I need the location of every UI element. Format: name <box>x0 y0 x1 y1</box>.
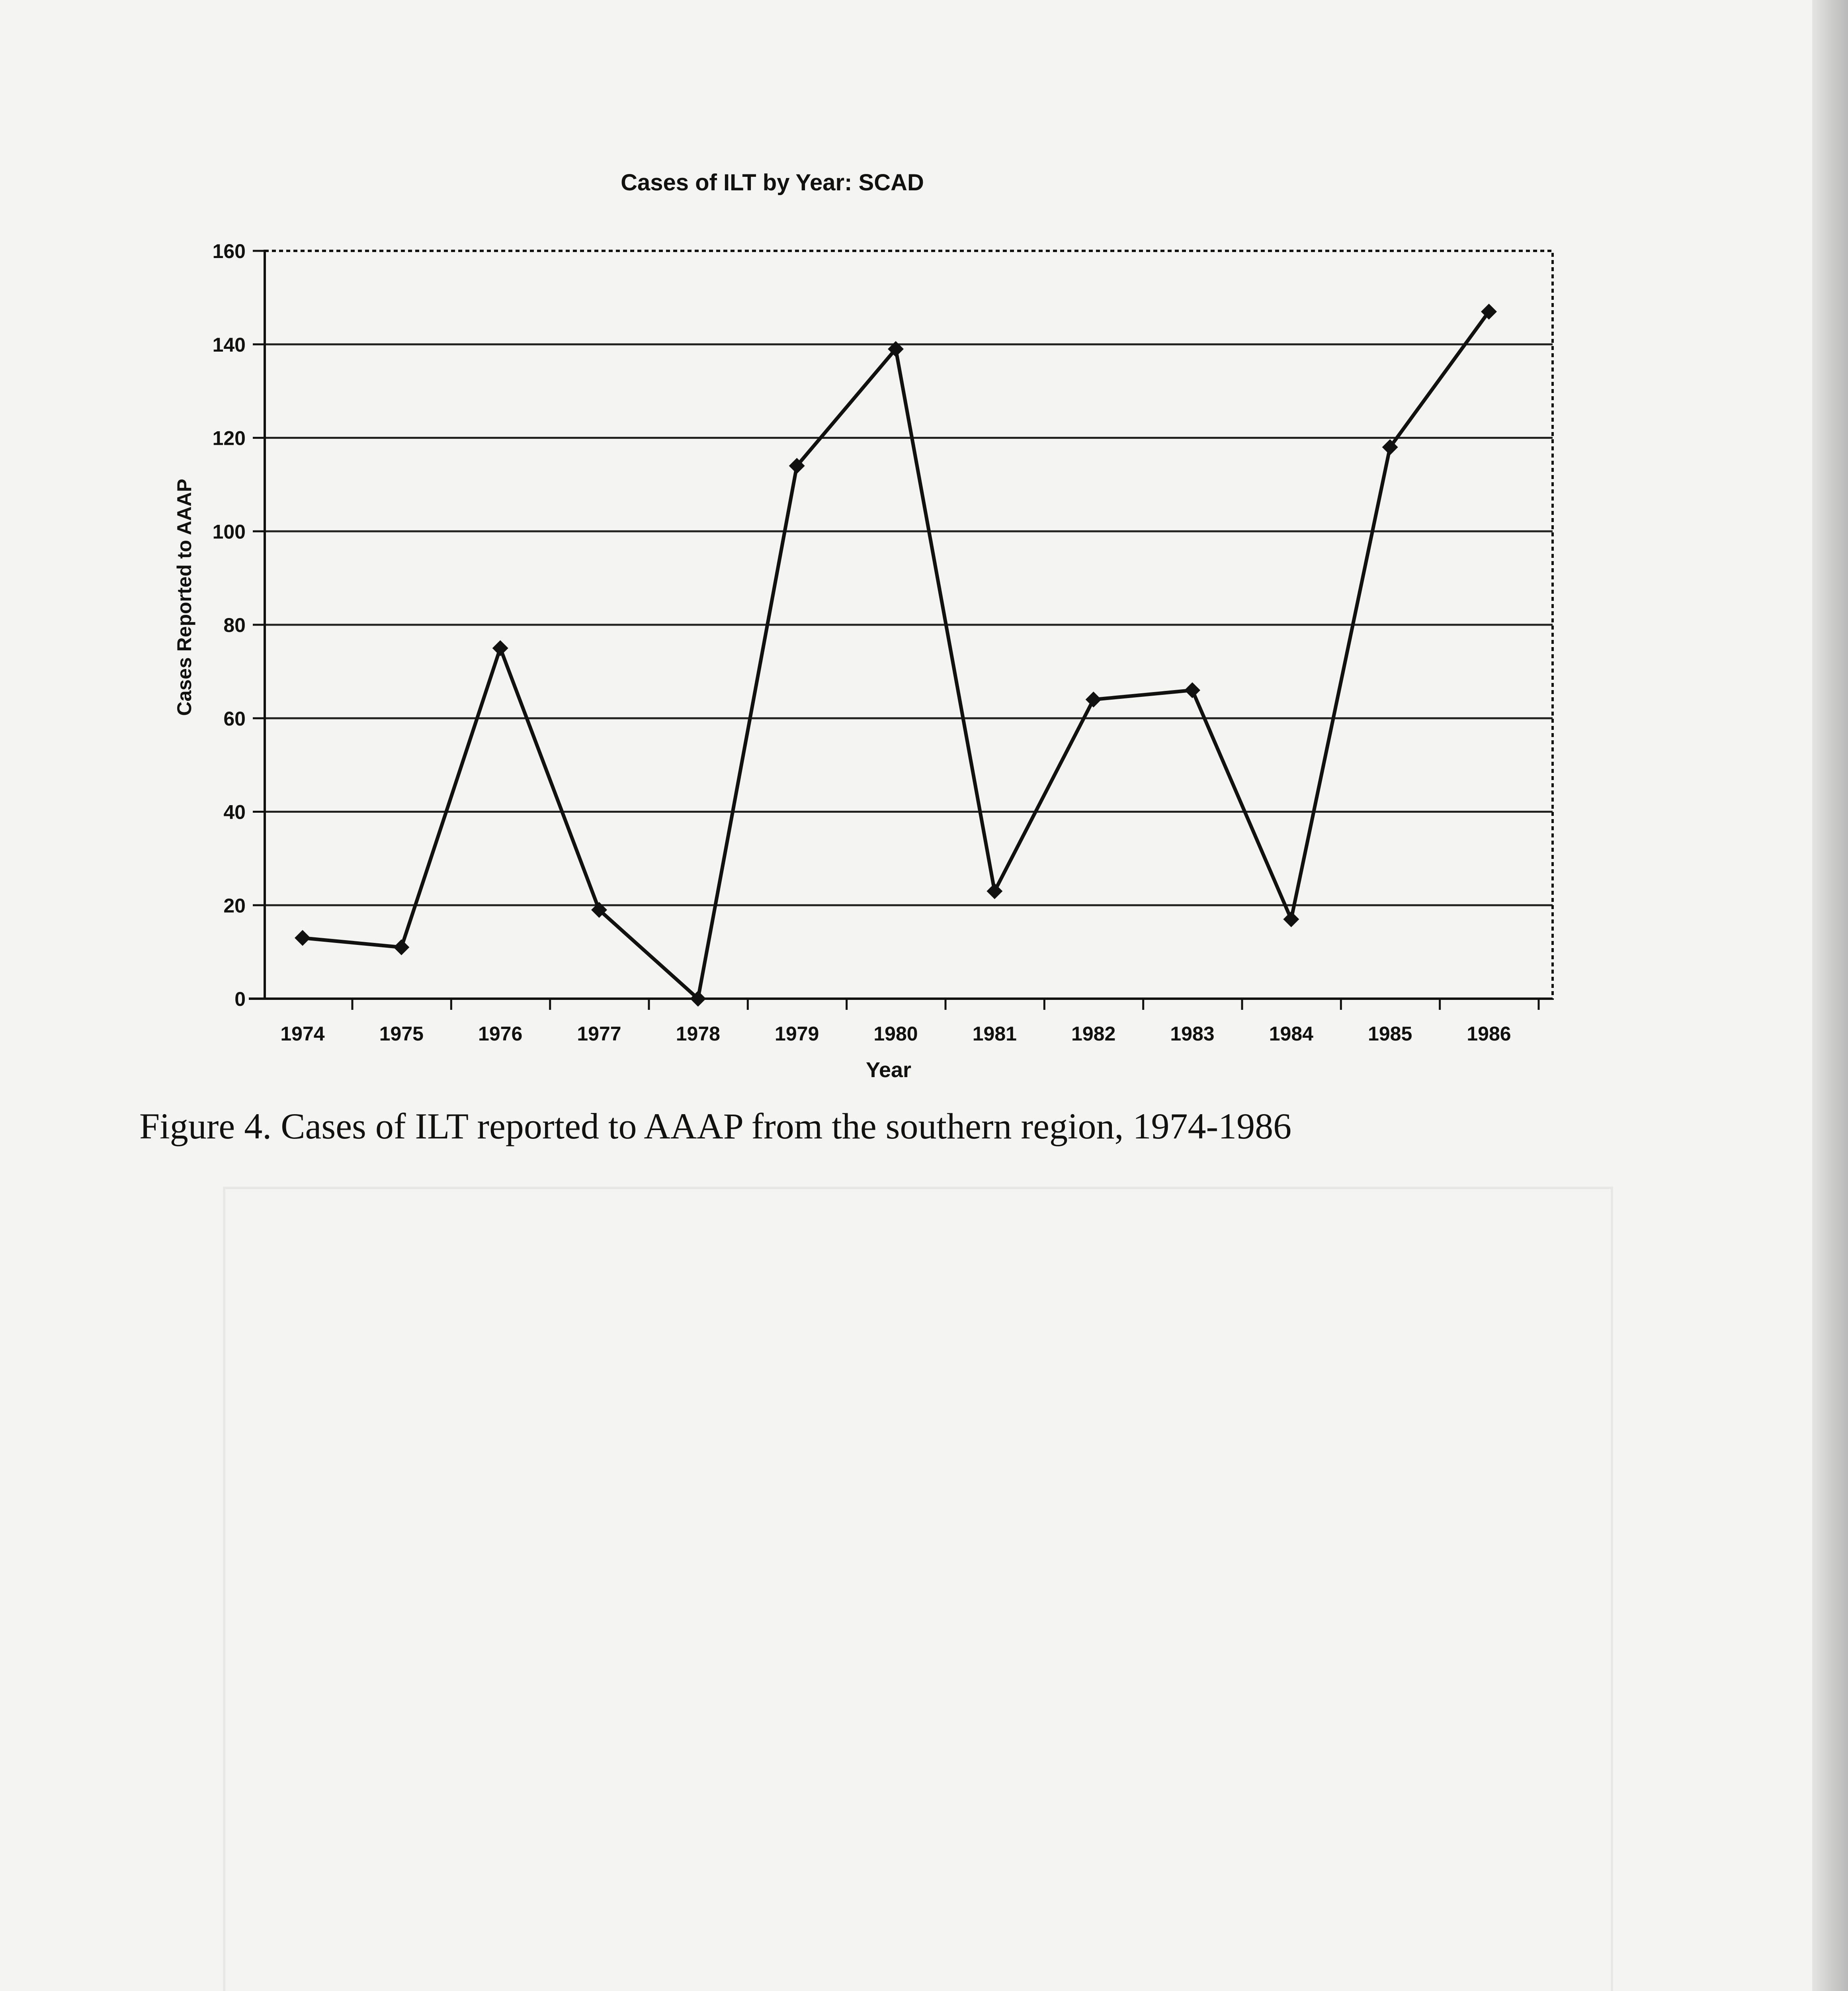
y-tick-label: 40 <box>223 801 246 823</box>
x-tick-label: 1983 <box>1170 1023 1215 1045</box>
chart-title: Cases of ILT by Year: SCAD <box>621 170 924 196</box>
y-tick-label: 0 <box>234 988 246 1010</box>
y-axis-label: Cases Reported to AAAP <box>173 479 195 716</box>
data-point <box>987 883 1002 899</box>
x-tick-label: 1976 <box>478 1023 523 1045</box>
x-tick-label: 1985 <box>1368 1023 1412 1045</box>
data-points <box>295 304 1497 1007</box>
y-tick-label: 160 <box>212 240 246 262</box>
y-tick-label: 140 <box>212 333 246 356</box>
y-tick-label: 80 <box>223 614 246 636</box>
x-tick-label: 1978 <box>676 1023 720 1045</box>
x-axis-ticks <box>280 999 1539 1045</box>
x-tick-label: 1982 <box>1071 1023 1116 1045</box>
x-tick-label: 1986 <box>1467 1023 1511 1045</box>
scan-edge-right <box>1812 0 1848 1991</box>
x-tick-label: 1974 <box>280 1023 325 1045</box>
x-tick-label: 1980 <box>873 1023 918 1045</box>
x-tick-label: 1977 <box>577 1023 621 1045</box>
data-point <box>1086 692 1102 708</box>
y-tick-label: 60 <box>223 707 246 730</box>
x-tick-label: 1981 <box>972 1023 1017 1045</box>
figure-caption: Figure 4. Cases of ILT reported to AAAP from the southern region, 1974-1986 <box>139 1106 1292 1146</box>
y-tick-label: 20 <box>223 894 246 917</box>
y-tick-label: 100 <box>212 520 246 543</box>
bleed-through-figure <box>223 1187 1613 1991</box>
x-tick-label: 1984 <box>1269 1023 1313 1045</box>
data-point <box>492 640 508 656</box>
data-point <box>1283 911 1299 927</box>
data-point <box>1184 682 1200 698</box>
series-line <box>303 312 1489 999</box>
y-axis-ticks <box>213 240 265 1010</box>
x-tick-label: 1975 <box>379 1023 424 1045</box>
data-point <box>295 930 311 946</box>
data-point <box>393 939 409 955</box>
x-axis-label: Year <box>865 1058 912 1082</box>
y-tick-label: 120 <box>212 427 246 450</box>
x-tick-label: 1979 <box>775 1023 819 1045</box>
